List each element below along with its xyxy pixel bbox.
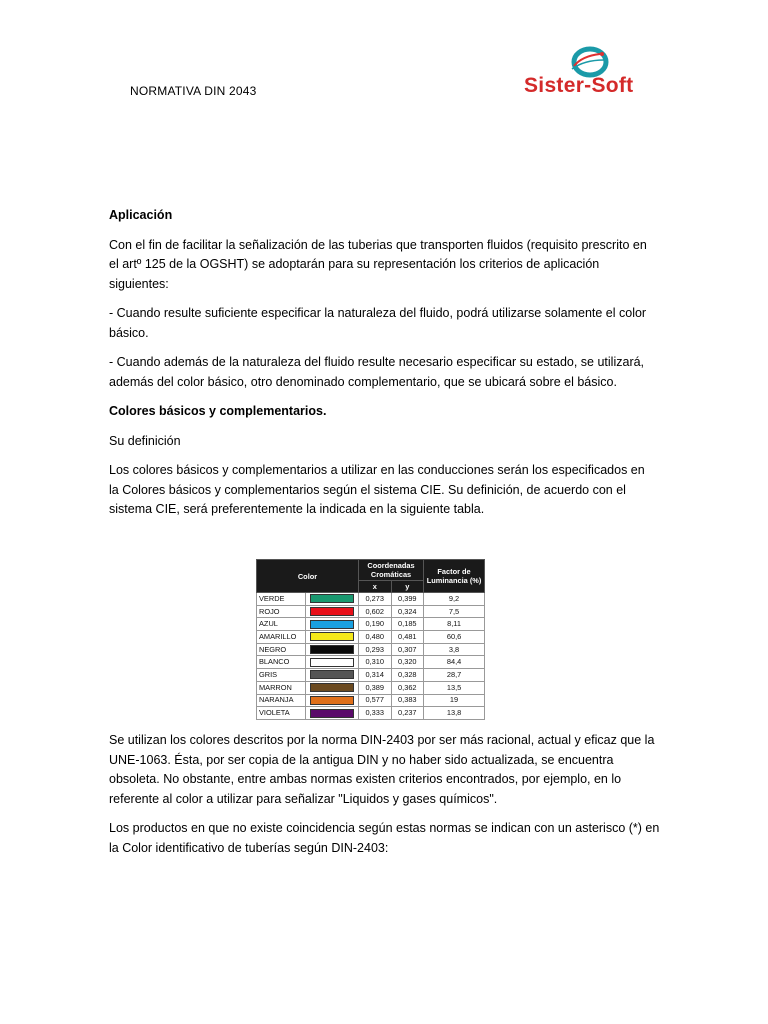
heading-colores: Colores básicos y complementarios. bbox=[109, 404, 327, 418]
color-swatch bbox=[310, 645, 354, 654]
luminance-value-cell: 8,11 bbox=[424, 618, 485, 631]
color-name-cell: AMARILLO bbox=[257, 631, 306, 644]
color-swatch-cell bbox=[306, 707, 359, 720]
color-name-cell: VERDE bbox=[257, 593, 306, 606]
color-swatch bbox=[310, 696, 354, 705]
color-name-cell: AZUL bbox=[257, 618, 306, 631]
x-value-cell: 0,273 bbox=[359, 593, 392, 606]
y-value-cell: 0,399 bbox=[391, 593, 424, 606]
doc-title: NORMATIVA DIN 2043 bbox=[130, 84, 257, 98]
y-value-cell: 0,324 bbox=[391, 605, 424, 618]
table-row bbox=[257, 656, 485, 669]
x-value-cell: 0,293 bbox=[359, 643, 392, 656]
color-swatch-cell bbox=[306, 669, 359, 682]
subheading-definicion: Su definición bbox=[109, 433, 181, 448]
cie-color-table-wrapper bbox=[256, 559, 485, 718]
x-value-cell: 0,190 bbox=[359, 618, 392, 631]
x-value-cell: 0,310 bbox=[359, 656, 392, 669]
color-swatch bbox=[310, 658, 354, 667]
luminance-value-cell: 9,2 bbox=[424, 593, 485, 606]
color-swatch bbox=[310, 632, 354, 641]
color-name-cell: BLANCO bbox=[257, 656, 306, 669]
y-value-cell: 0,328 bbox=[391, 669, 424, 682]
luminance-value-cell: 7,5 bbox=[424, 605, 485, 618]
color-swatch-cell bbox=[306, 593, 359, 606]
color-swatch-cell bbox=[306, 605, 359, 618]
x-value-cell: 0,480 bbox=[359, 631, 392, 644]
color-name-cell: GRIS bbox=[257, 669, 306, 682]
y-value-cell: 0,237 bbox=[391, 707, 424, 720]
table-row bbox=[257, 669, 485, 682]
body-section bbox=[109, 206, 657, 530]
paragraph-1: Con el fin de facilitar la señalización de las tuberias que transporten fluidos (requisito prescrito en el artº 125 de la OGSHT) se adoptarán para su representación los criterios de aplicación siguientes: bbox=[109, 237, 647, 291]
color-swatch-cell bbox=[306, 694, 359, 707]
luminance-value-cell: 13,8 bbox=[424, 707, 485, 720]
x-value-cell: 0,333 bbox=[359, 707, 392, 720]
color-swatch-cell bbox=[306, 618, 359, 631]
table-row bbox=[257, 643, 485, 656]
color-swatch bbox=[310, 709, 354, 718]
table-row bbox=[257, 631, 485, 644]
luminance-value-cell: 28,7 bbox=[424, 669, 485, 682]
color-swatch-cell bbox=[306, 656, 359, 669]
table-row bbox=[257, 694, 485, 707]
col-header-x: x bbox=[359, 581, 392, 593]
paragraph-6: Los productos en que no existe coincidencia según estas normas se indican con un asterisco (*) en la Color identificativo de tuberías según DIN-2403: bbox=[109, 821, 660, 855]
paragraph-5: Se utilizan los colores descritos por la norma DIN-2403 por ser más racional, actual y eficaz que la UNE-1063. Ésta, por ser copia de la antigua DIN y no haber sido actualizada, se encuentra obsoleta. No obstante, entre ambas normas existen criterios encontrados, por ejemplo, en lo referente al color a utilizar para señalizar "Liquidos y gases químicos". bbox=[109, 733, 655, 806]
color-name-cell: VIOLETA bbox=[257, 707, 306, 720]
color-swatch bbox=[310, 670, 354, 679]
x-value-cell: 0,314 bbox=[359, 669, 392, 682]
luminance-value-cell: 13,5 bbox=[424, 681, 485, 694]
paragraph-4: Los colores básicos y complementarios a utilizar en las conducciones serán los especificados en la Colores básicos y complementarios según el sistema CIE. Su definición, de acuerdo con el sistema CIE, será preferentemente la indicada en la siguiente tabla. bbox=[109, 463, 645, 516]
table-row bbox=[257, 681, 485, 694]
color-swatch-cell bbox=[306, 681, 359, 694]
table-row bbox=[257, 593, 485, 606]
col-header-coords: Coordenadas Cromáticas bbox=[359, 560, 424, 581]
x-value-cell: 0,577 bbox=[359, 694, 392, 707]
body-section-2 bbox=[109, 731, 661, 868]
color-swatch bbox=[310, 683, 354, 692]
luminance-value-cell: 84,4 bbox=[424, 656, 485, 669]
col-header-y: y bbox=[391, 581, 424, 593]
color-swatch bbox=[310, 607, 354, 616]
color-swatch bbox=[310, 594, 354, 603]
color-swatch-cell bbox=[306, 643, 359, 656]
color-name-cell: ROJO bbox=[257, 605, 306, 618]
color-swatch bbox=[310, 620, 354, 629]
color-name-cell: MARRON bbox=[257, 681, 306, 694]
paragraph-2: - Cuando resulte suficiente especificar la naturaleza del fluido, podrá utilizarse solamente el color básico. bbox=[109, 306, 647, 340]
col-header-factor: Factor de Luminancia (%) bbox=[424, 560, 485, 593]
paragraph-3: - Cuando además de la naturaleza del fluido resulte necesario especificar su estado, se utilizará, además del color básico, otro denominado complementario, que se ubicará sobre el básico. bbox=[109, 355, 645, 389]
color-name-cell: NEGRO bbox=[257, 643, 306, 656]
color-swatch-cell bbox=[306, 631, 359, 644]
table-row bbox=[257, 618, 485, 631]
y-value-cell: 0,320 bbox=[391, 656, 424, 669]
y-value-cell: 0,307 bbox=[391, 643, 424, 656]
luminance-value-cell: 60,6 bbox=[424, 631, 485, 644]
table-row bbox=[257, 605, 485, 618]
luminance-value-cell: 19 bbox=[424, 694, 485, 707]
y-value-cell: 0,481 bbox=[391, 631, 424, 644]
col-header-color: Color bbox=[257, 560, 359, 593]
table-row bbox=[257, 707, 485, 720]
y-value-cell: 0,362 bbox=[391, 681, 424, 694]
heading-aplicacion: Aplicación bbox=[109, 208, 173, 222]
luminance-value-cell: 3,8 bbox=[424, 643, 485, 656]
color-name-cell: NARANJA bbox=[257, 694, 306, 707]
logo-text: Sister-Soft bbox=[524, 74, 634, 97]
cie-color-table bbox=[256, 559, 485, 720]
x-value-cell: 0,602 bbox=[359, 605, 392, 618]
sister-soft-logo bbox=[520, 46, 670, 102]
x-value-cell: 0,389 bbox=[359, 681, 392, 694]
cie-table-body bbox=[257, 593, 485, 720]
y-value-cell: 0,383 bbox=[391, 694, 424, 707]
y-value-cell: 0,185 bbox=[391, 618, 424, 631]
